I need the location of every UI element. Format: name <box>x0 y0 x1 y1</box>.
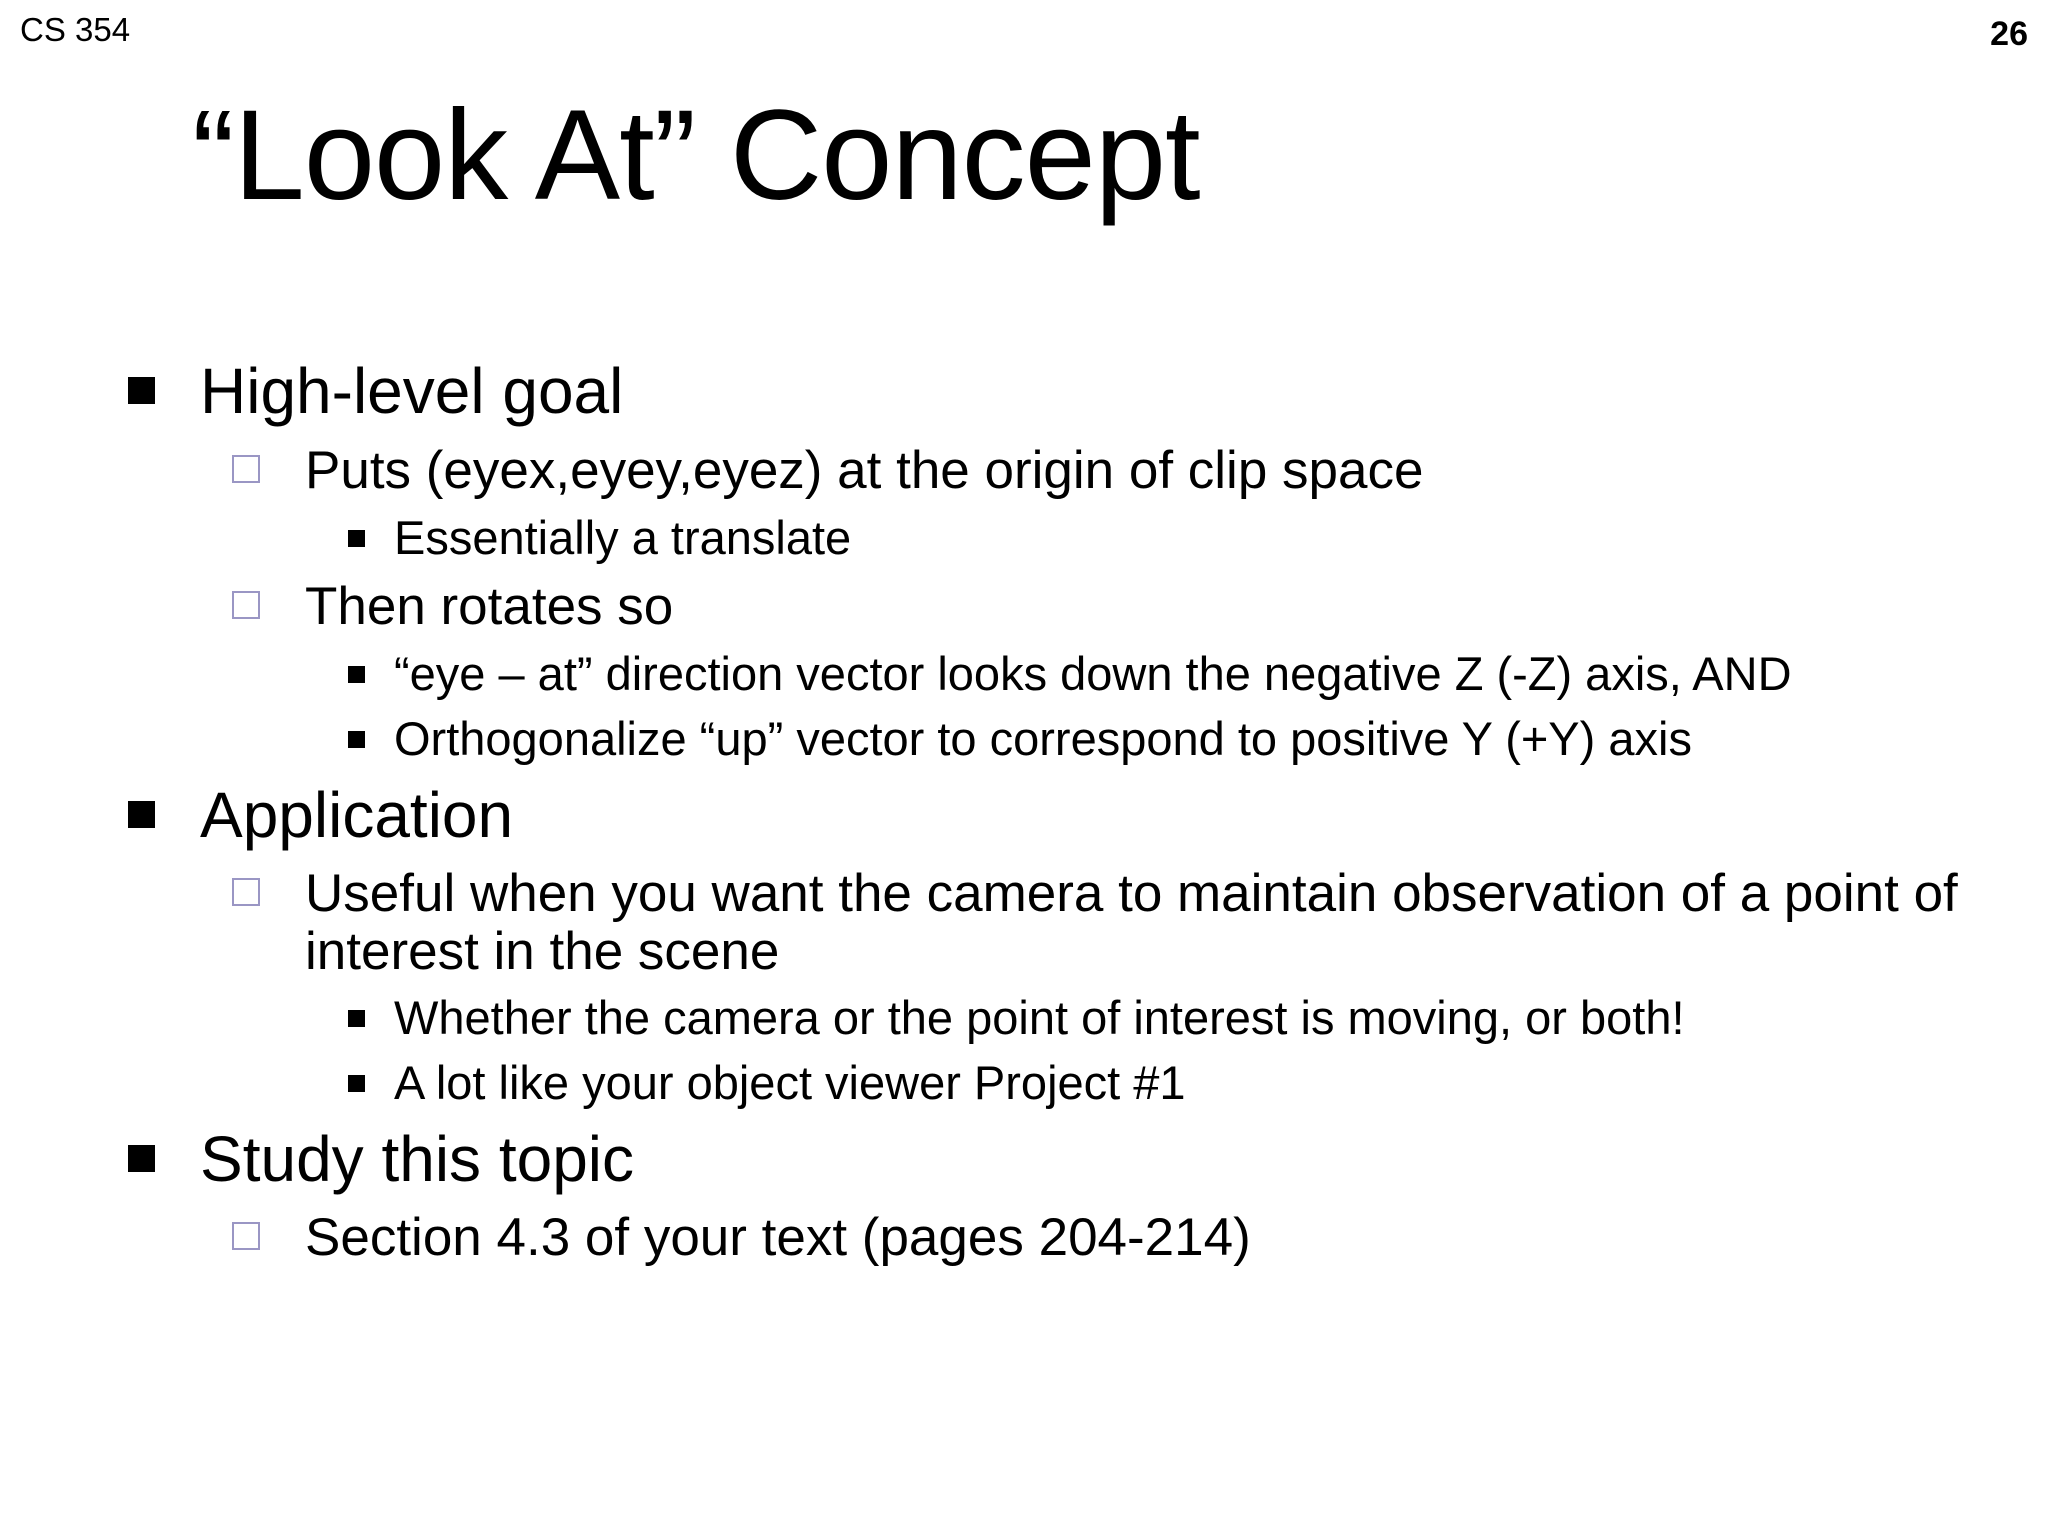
bullet-application: Application <box>200 779 514 851</box>
page-number: 26 <box>1990 15 2028 53</box>
square-bullet-icon <box>128 1145 155 1172</box>
hollow-square-bullet-icon <box>232 1222 260 1250</box>
sub-bullet-useful-when: Useful when you want the camera to maintain observation of a point of interest in the scene <box>305 864 1958 981</box>
small-square-bullet-icon <box>348 1010 365 1027</box>
sub-bullet-puts-eye: Puts (eyex,eyey,eyez) at the origin of clip space <box>305 441 1424 500</box>
bullet-high-level-goal: High-level goal <box>200 355 624 427</box>
small-square-bullet-icon <box>348 1075 365 1092</box>
sub-sub-bullet-whether: Whether the camera or the point of interest is moving, or both! <box>394 991 1685 1044</box>
bullet-study-topic: Study this topic <box>200 1123 634 1195</box>
sub-bullet-section-ref: Section 4.3 of your text (pages 204-214) <box>305 1208 1251 1267</box>
slide-title: “Look At” Concept <box>192 84 1200 227</box>
hollow-square-bullet-icon <box>232 455 260 483</box>
small-square-bullet-icon <box>348 530 365 547</box>
square-bullet-icon <box>128 801 155 828</box>
sub-sub-bullet-eye-at: “eye – at” direction vector looks down the negative Z (-Z) axis, AND <box>394 647 1792 700</box>
small-square-bullet-icon <box>348 666 365 683</box>
sub-sub-bullet-object-viewer: A lot like your object viewer Project #1 <box>394 1056 1186 1109</box>
square-bullet-icon <box>128 377 155 404</box>
hollow-square-bullet-icon <box>232 591 260 619</box>
sub-sub-bullet-orthogonalize: Orthogonalize “up” vector to correspond to positive Y (+Y) axis <box>394 712 1692 765</box>
hollow-square-bullet-icon <box>232 878 260 906</box>
small-square-bullet-icon <box>348 731 365 748</box>
course-label: CS 354 <box>20 11 131 48</box>
sub-bullet-then-rotates: Then rotates so <box>305 577 674 636</box>
sub-sub-bullet-translate: Essentially a translate <box>394 511 852 564</box>
